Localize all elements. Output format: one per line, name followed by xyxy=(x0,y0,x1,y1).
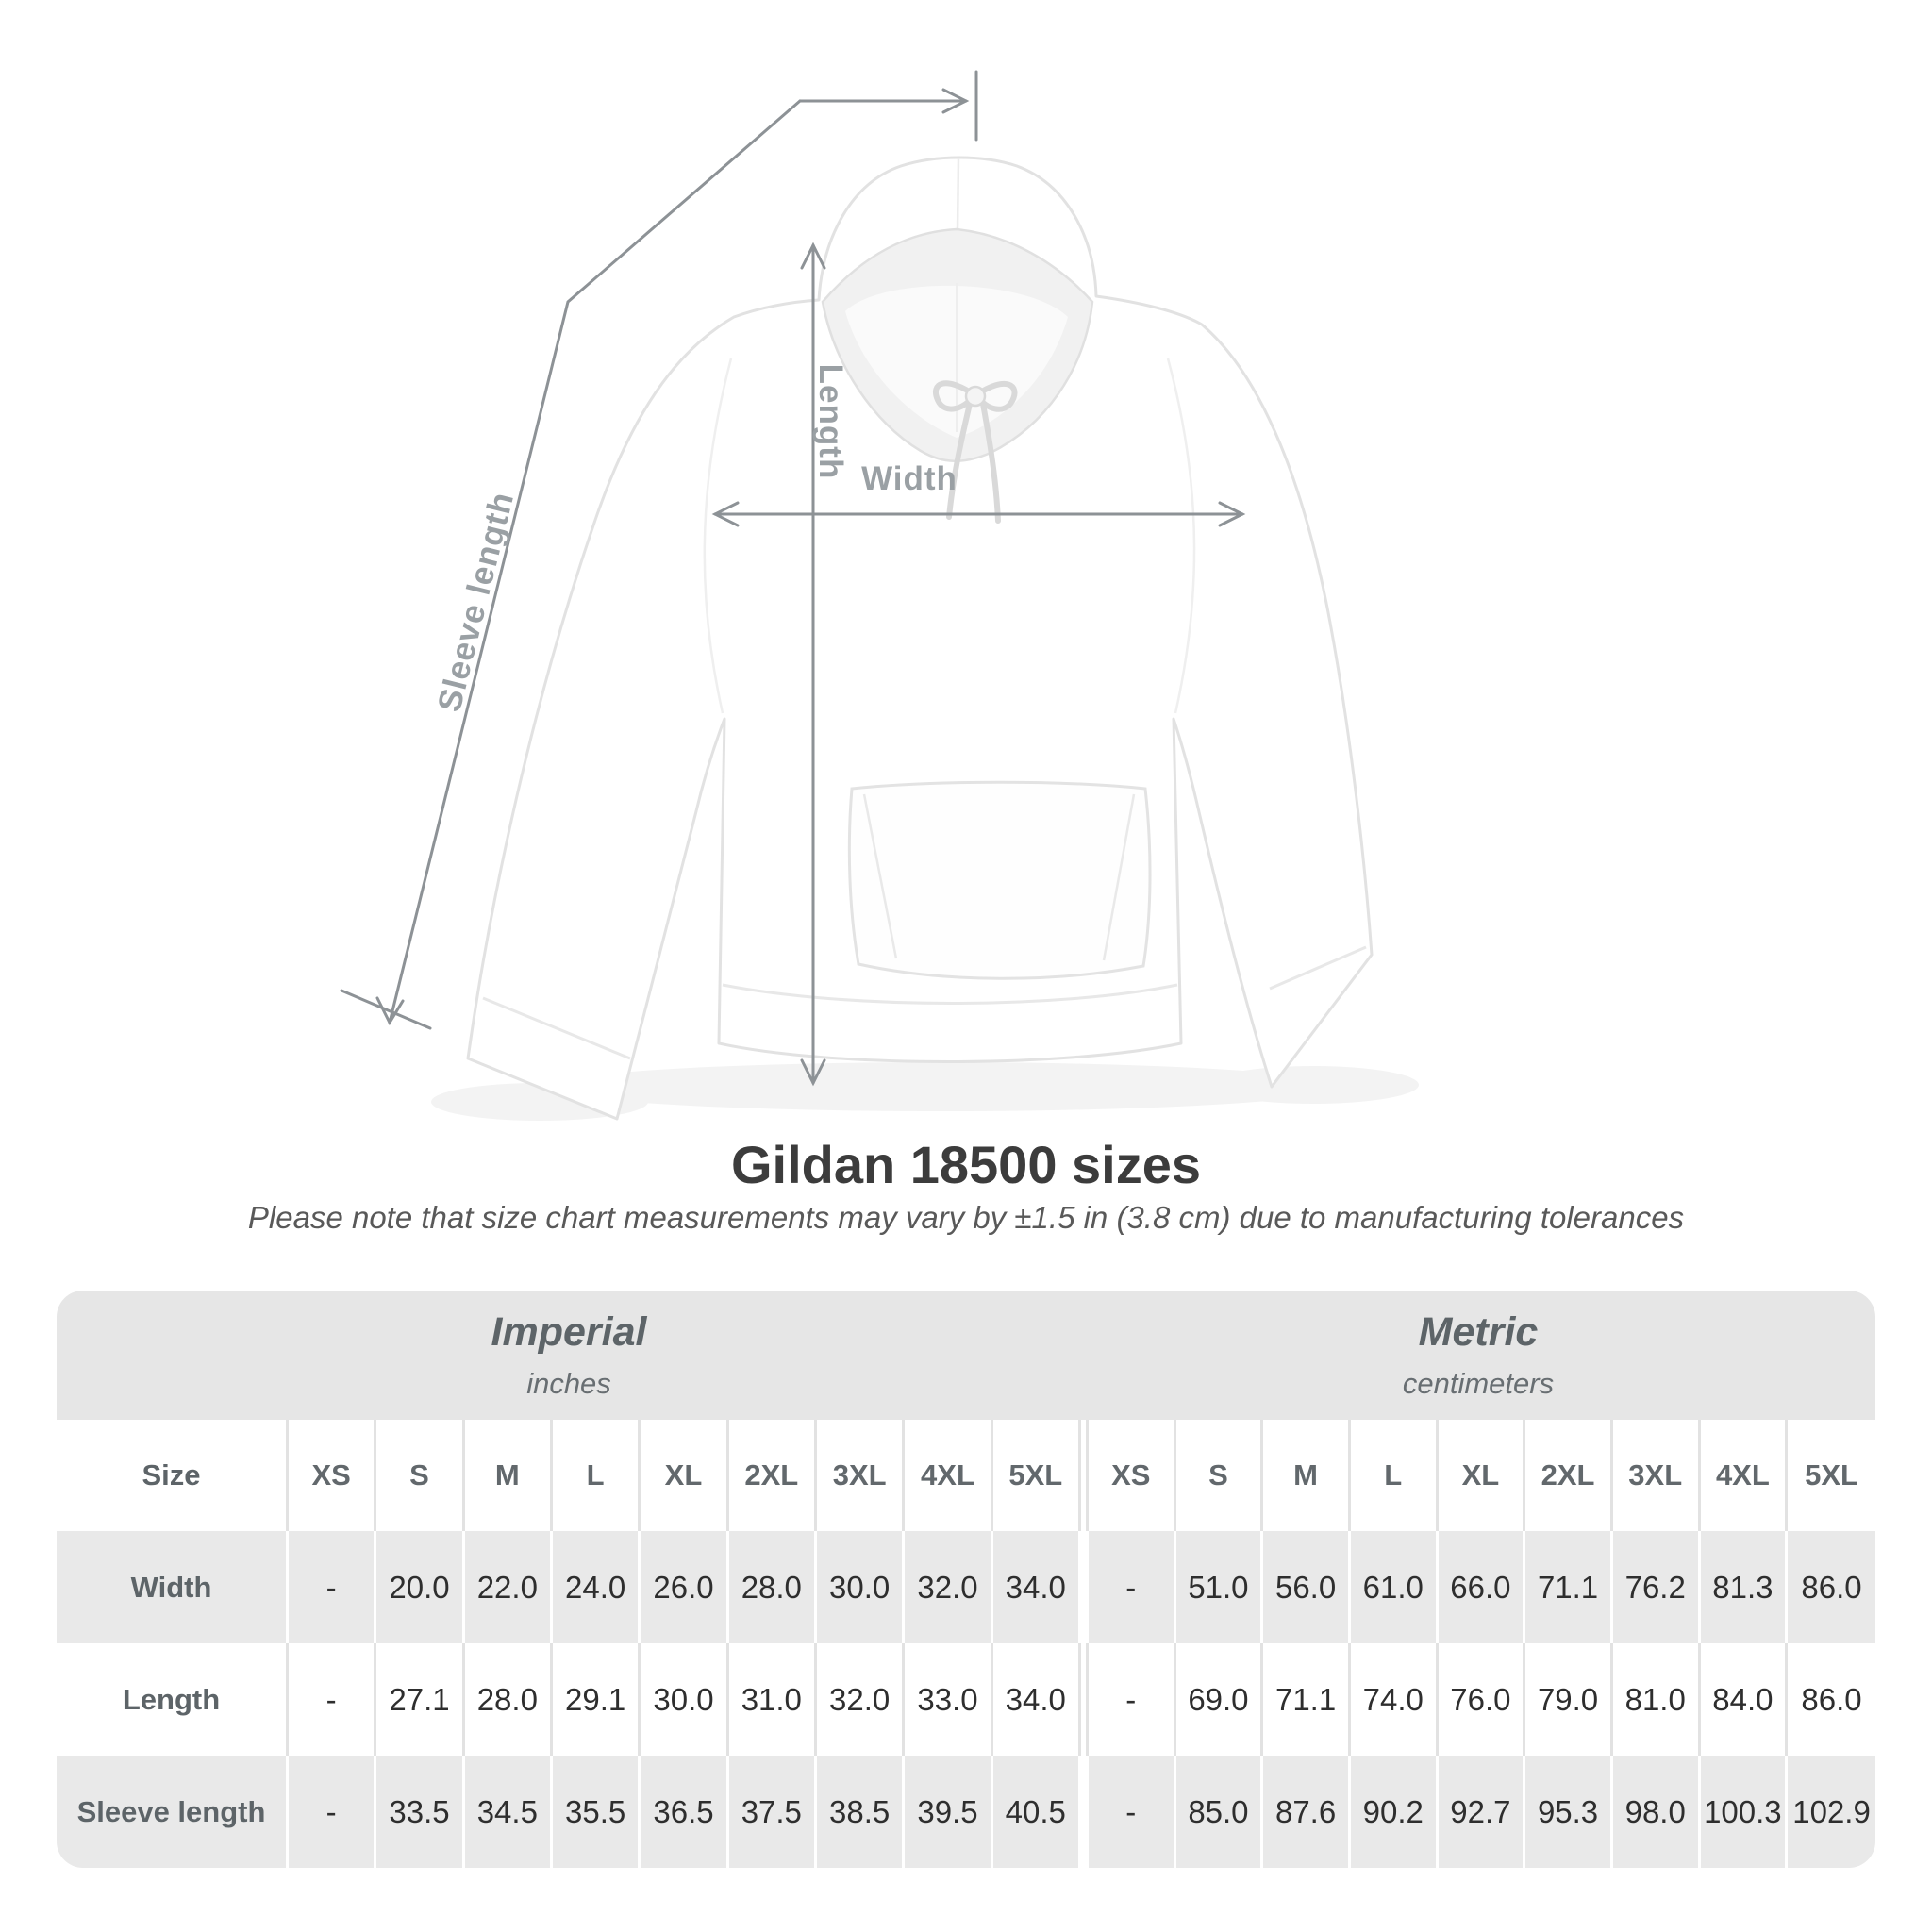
length-label: Length xyxy=(812,363,849,480)
size-header-row xyxy=(57,1420,1875,1531)
value-cell-imperial: - xyxy=(289,1756,376,1868)
value-cell-metric: 85.0 xyxy=(1176,1756,1264,1868)
group-gap xyxy=(1081,1643,1089,1756)
value-cell-imperial: - xyxy=(289,1531,376,1643)
value-cell-imperial: 29.1 xyxy=(553,1643,641,1756)
value-cell-metric: 84.0 xyxy=(1701,1643,1789,1756)
value-cell-imperial: 38.5 xyxy=(817,1756,905,1868)
value-cell-metric: 95.3 xyxy=(1525,1756,1613,1868)
value-cell-imperial: 22.0 xyxy=(465,1531,553,1643)
row-label: Width xyxy=(57,1531,289,1643)
value-cell-metric: 100.3 xyxy=(1701,1756,1789,1868)
size-table xyxy=(57,1291,1875,1868)
size-column-header: 2XL xyxy=(729,1420,817,1531)
size-column-header: M xyxy=(465,1420,553,1531)
value-cell-imperial: 26.0 xyxy=(641,1531,728,1643)
metric-label: Metric xyxy=(1418,1309,1539,1355)
group-gap xyxy=(1081,1420,1089,1531)
table-rows xyxy=(57,1531,1875,1868)
value-cell-imperial: 37.5 xyxy=(729,1756,817,1868)
size-column-header: 4XL xyxy=(1701,1420,1789,1531)
value-cell-imperial: - xyxy=(289,1643,376,1756)
value-cell-metric: 71.1 xyxy=(1263,1643,1351,1756)
value-cell-imperial: 32.0 xyxy=(817,1643,905,1756)
value-cell-imperial: 34.0 xyxy=(993,1643,1081,1756)
size-column-header: M xyxy=(1263,1420,1351,1531)
size-column-header: 2XL xyxy=(1525,1420,1613,1531)
value-cell-imperial: 30.0 xyxy=(817,1531,905,1643)
size-column-header: 4XL xyxy=(905,1420,992,1531)
value-cell-metric: 56.0 xyxy=(1263,1531,1351,1643)
metric-sublabel: centimeters xyxy=(1402,1367,1555,1400)
size-column-header: 5XL xyxy=(993,1420,1081,1531)
row-label: Sleeve length xyxy=(57,1756,289,1868)
value-cell-metric: 87.6 xyxy=(1263,1756,1351,1868)
imperial-sublabel: inches xyxy=(526,1367,611,1400)
value-cell-metric: - xyxy=(1089,1756,1176,1868)
size-column-header: XL xyxy=(641,1420,728,1531)
metric-band xyxy=(1081,1309,1875,1401)
value-cell-imperial: 27.1 xyxy=(376,1643,464,1756)
value-cell-imperial: 28.0 xyxy=(465,1643,553,1756)
value-cell-metric: 98.0 xyxy=(1613,1756,1701,1868)
size-column-header: XS xyxy=(289,1420,376,1531)
value-cell-imperial: 31.0 xyxy=(729,1643,817,1756)
value-cell-imperial: 34.5 xyxy=(465,1756,553,1868)
value-cell-imperial: 30.0 xyxy=(641,1643,728,1756)
imperial-band xyxy=(57,1309,1081,1401)
value-cell-metric: 92.7 xyxy=(1439,1756,1526,1868)
size-column-header: S xyxy=(376,1420,464,1531)
value-cell-metric: 51.0 xyxy=(1176,1531,1264,1643)
value-cell-metric: 61.0 xyxy=(1351,1531,1439,1643)
value-cell-imperial: 33.0 xyxy=(905,1643,992,1756)
value-cell-metric: 76.2 xyxy=(1613,1531,1701,1643)
size-column-header: S xyxy=(1176,1420,1264,1531)
row-label: Length xyxy=(57,1643,289,1756)
size-header-label: Size xyxy=(57,1420,289,1531)
value-cell-imperial: 39.5 xyxy=(905,1756,992,1868)
value-cell-metric: - xyxy=(1089,1531,1176,1643)
size-column-header: L xyxy=(1351,1420,1439,1531)
value-cell-imperial: 35.5 xyxy=(553,1756,641,1868)
value-cell-metric: - xyxy=(1089,1643,1176,1756)
value-cell-metric: 76.0 xyxy=(1439,1643,1526,1756)
value-cell-imperial: 28.0 xyxy=(729,1531,817,1643)
size-column-header: 3XL xyxy=(1613,1420,1701,1531)
value-cell-imperial: 34.0 xyxy=(993,1531,1081,1643)
tolerance-note: Please note that size chart measurements may vary by ±1.5 in (3.8 cm) due to manufacturing tolerances xyxy=(247,1200,1685,1235)
size-column-header: XL xyxy=(1439,1420,1526,1531)
value-cell-metric: 71.1 xyxy=(1525,1531,1613,1643)
value-cell-metric: 90.2 xyxy=(1351,1756,1439,1868)
value-cell-imperial: 40.5 xyxy=(993,1756,1081,1868)
value-cell-metric: 102.9 xyxy=(1788,1756,1875,1868)
value-cell-metric: 66.0 xyxy=(1439,1531,1526,1643)
hoodie-pocket xyxy=(849,782,1150,978)
value-cell-metric: 81.0 xyxy=(1613,1643,1701,1756)
value-cell-metric: 86.0 xyxy=(1788,1643,1875,1756)
value-cell-metric: 81.3 xyxy=(1701,1531,1789,1643)
size-column-header: L xyxy=(553,1420,641,1531)
value-cell-imperial: 33.5 xyxy=(376,1756,464,1868)
value-cell-metric: 79.0 xyxy=(1525,1643,1613,1756)
value-cell-imperial: 20.0 xyxy=(376,1531,464,1643)
size-column-header: 3XL xyxy=(817,1420,905,1531)
table-row-length xyxy=(57,1643,1875,1756)
value-cell-metric: 69.0 xyxy=(1176,1643,1264,1756)
group-gap xyxy=(1081,1756,1089,1868)
value-cell-imperial: 32.0 xyxy=(905,1531,992,1643)
imperial-label: Imperial xyxy=(491,1309,647,1355)
size-column-header: 5XL xyxy=(1788,1420,1875,1531)
table-row-sleeve-length xyxy=(57,1756,1875,1868)
units-band xyxy=(57,1291,1875,1420)
value-cell-imperial: 24.0 xyxy=(553,1531,641,1643)
sleeve-length-label: Sleeve length xyxy=(430,488,522,716)
value-cell-metric: 86.0 xyxy=(1788,1531,1875,1643)
group-gap xyxy=(1081,1531,1089,1643)
table-row-width xyxy=(57,1531,1875,1643)
width-label: Width xyxy=(861,460,958,497)
value-cell-metric: 74.0 xyxy=(1351,1643,1439,1756)
size-column-header: XS xyxy=(1089,1420,1176,1531)
value-cell-imperial: 36.5 xyxy=(641,1756,728,1868)
page-title: Gildan 18500 sizes xyxy=(730,1135,1202,1194)
